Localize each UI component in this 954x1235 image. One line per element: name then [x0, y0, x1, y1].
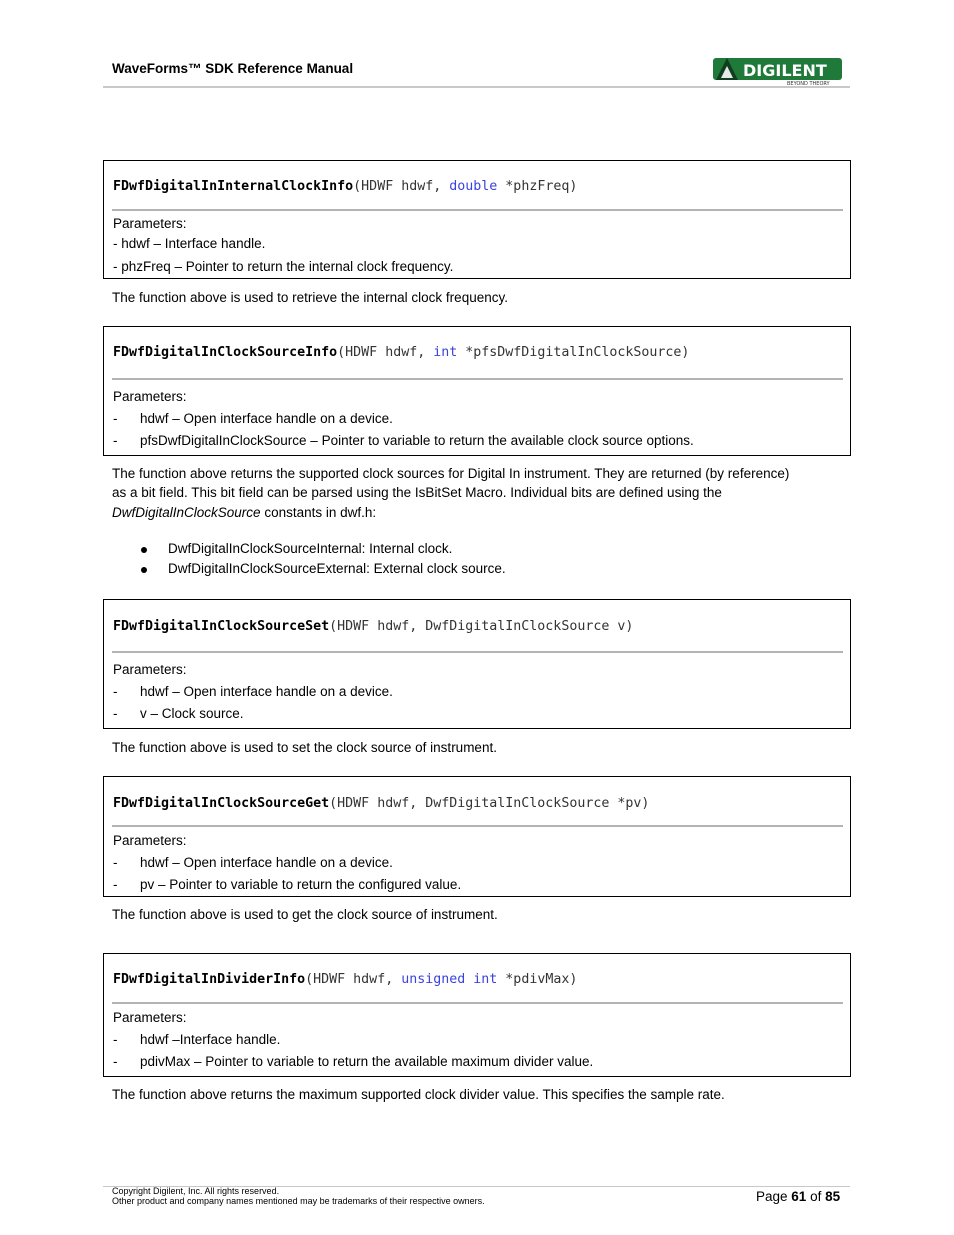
svg-text:DIGILENT: DIGILENT — [743, 61, 827, 80]
function-description: The function above is used to retrieve the internal clock frequency. — [112, 290, 508, 305]
function-box — [103, 599, 851, 729]
parameters-label: Parameters: — [113, 216, 187, 231]
signature-keyword: unsigned int — [401, 972, 498, 987]
copyright-text: Copyright Digilent, Inc. All rights reserved. — [112, 1186, 280, 1196]
parameter-item: hdwf – Open interface handle on a device. — [140, 684, 393, 699]
signature-args: (HDWF hdwf, — [305, 972, 402, 987]
function-box — [103, 326, 851, 456]
function-signature — [113, 619, 633, 634]
function-description: as a bit field. This bit field can be parsed using the IsBitSet Macro. Individual bits are defined using the — [112, 485, 722, 500]
signature-args: *pdivMax) — [497, 972, 578, 987]
parameters-label: Parameters: — [113, 389, 187, 404]
parameter-dash: - — [113, 855, 118, 870]
trademark-text: Other product and company names mentioned may be trademarks of their respective owners. — [112, 1196, 485, 1206]
function-description: The function above is used to get the clock source of instrument. — [112, 907, 498, 922]
parameter-item: hdwf –Interface handle. — [140, 1032, 281, 1047]
function-description: DwfDigitalInClockSource constants in dwf.h: — [112, 505, 377, 520]
parameter-dash: - — [113, 433, 118, 448]
parameter-dash: - — [113, 411, 118, 426]
signature-divider — [112, 1002, 843, 1004]
parameter-item: pdivMax – Pointer to variable to return the available maximum divider value. — [140, 1054, 594, 1069]
parameters-label: Parameters: — [113, 833, 187, 848]
document-title: WaveForms™ SDK Reference Manual — [112, 61, 354, 76]
page-total: 85 — [825, 1189, 841, 1204]
parameter-dash: - — [113, 877, 118, 892]
svg-text:BEYOND THEORY: BEYOND THEORY — [787, 81, 830, 86]
function-name: FDwfDigitalInClockSourceInfo — [113, 345, 338, 360]
parameter-item: hdwf – Open interface handle on a device. — [140, 855, 393, 870]
enum-type-name: DwfDigitalInClockSource — [112, 505, 261, 520]
function-box — [103, 160, 851, 279]
signature-args: (HDWF hdwf, DwfDigitalInClockSource v) — [329, 619, 634, 634]
function-name: FDwfDigitalInClockSourceSet — [113, 619, 330, 634]
function-description: The function above returns the supported clock sources for Digital In instrument. They are returned (by reference) — [112, 466, 790, 481]
parameter-dash: - — [113, 1032, 118, 1047]
bullet-item: DwfDigitalInClockSourceInternal: Internal clock. — [168, 541, 453, 556]
function-signature — [113, 179, 577, 194]
parameters-label: Parameters: — [113, 662, 187, 677]
parameter-item: v – Clock source. — [140, 706, 244, 721]
page-current: 61 — [791, 1189, 807, 1204]
signature-divider — [112, 825, 843, 827]
parameters-label: Parameters: — [113, 1010, 187, 1025]
parameter-dash: - — [113, 706, 118, 721]
signature-divider — [112, 378, 843, 380]
signature-args: *pfsDwfDigitalInClockSource) — [457, 345, 690, 360]
bullet-icon — [141, 547, 147, 553]
parameter-item: - hdwf – Interface handle. — [113, 236, 266, 251]
signature-args: (HDWF hdwf, — [337, 345, 434, 360]
function-description: The function above returns the maximum supported clock divider value. This specifies the sample rate. — [112, 1087, 725, 1102]
parameter-item: hdwf – Open interface handle on a device. — [140, 411, 393, 426]
function-name: FDwfDigitalInClockSourceGet — [113, 796, 330, 811]
parameter-dash: - — [113, 684, 118, 699]
signature-keyword: double — [449, 179, 498, 194]
digilent-logo — [713, 56, 842, 86]
function-signature — [113, 796, 649, 811]
signature-args: *phzFreq) — [497, 179, 578, 194]
signature-args: (HDWF hdwf, — [353, 179, 450, 194]
bullet-icon — [141, 567, 147, 573]
signature-keyword: int — [433, 345, 458, 360]
header-divider — [103, 86, 850, 88]
page-number: Page 61 of 85 — [756, 1189, 841, 1204]
function-box — [103, 776, 851, 897]
signature-args: (HDWF hdwf, DwfDigitalInClockSource *pv) — [329, 796, 650, 811]
function-signature — [113, 345, 689, 360]
function-name: FDwfDigitalInInternalClockInfo — [113, 179, 354, 194]
parameter-item: - phzFreq – Pointer to return the internal clock frequency. — [113, 259, 454, 274]
function-name: FDwfDigitalInDividerInfo — [113, 972, 306, 987]
signature-divider — [112, 651, 843, 653]
function-signature — [113, 972, 577, 987]
signature-divider — [112, 209, 843, 211]
parameter-item: pv – Pointer to variable to return the configured value. — [140, 877, 462, 892]
parameter-item: pfsDwfDigitalInClockSource – Pointer to variable to return the available clock source options. — [140, 433, 694, 448]
function-description: The function above is used to set the clock source of instrument. — [112, 740, 497, 755]
parameter-dash: - — [113, 1054, 118, 1069]
function-box — [103, 953, 851, 1077]
bullet-item: DwfDigitalInClockSourceExternal: External clock source. — [168, 561, 506, 576]
